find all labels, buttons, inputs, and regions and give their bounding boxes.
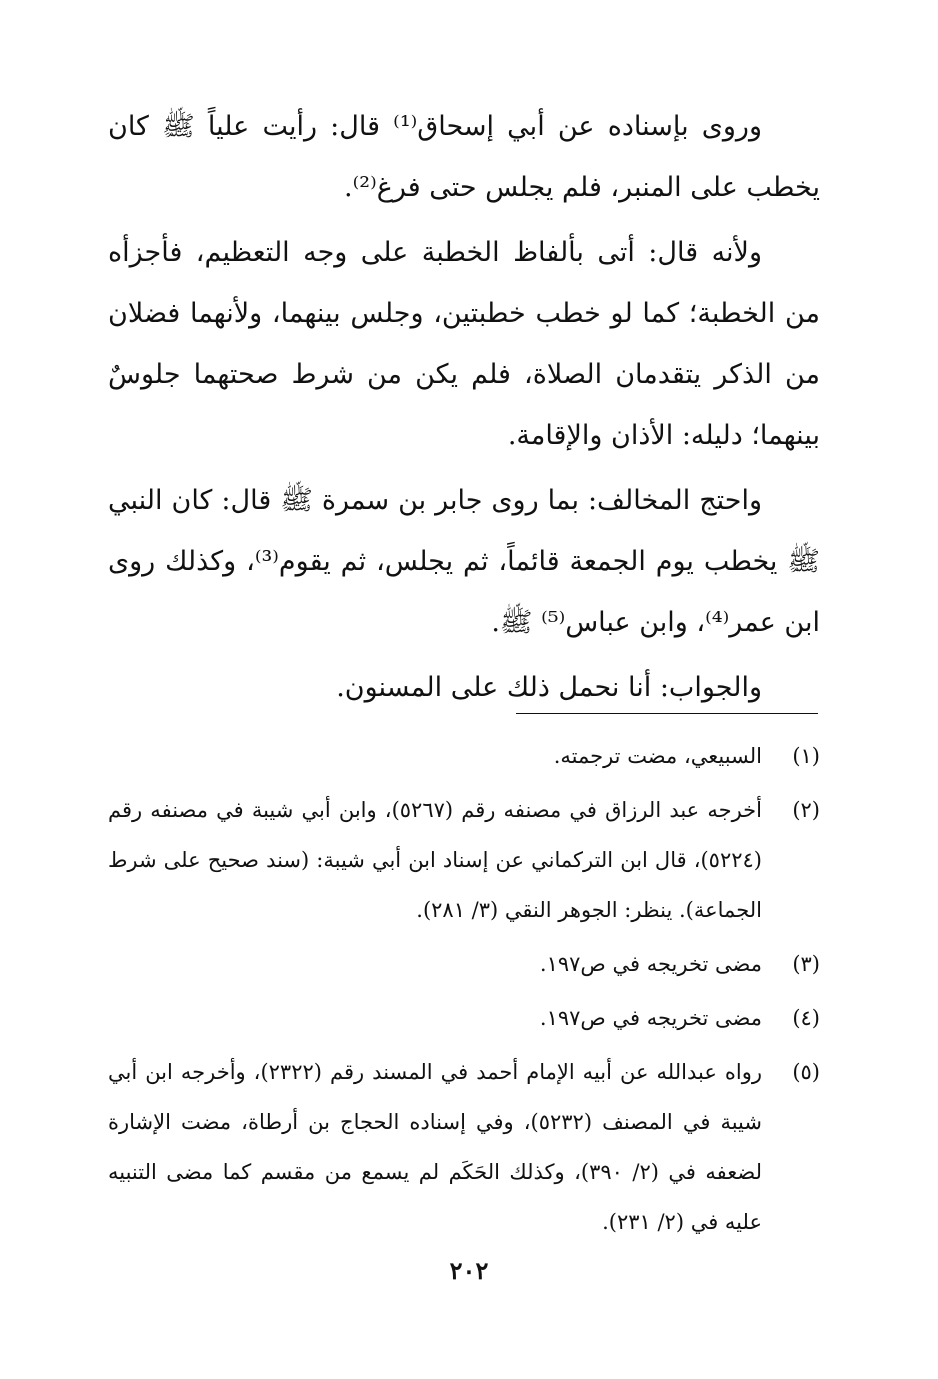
paragraph-2: ولأنه قال: أتى بألفاظ الخطبة على وجه التعظيم، فأجزأه من الخطبة؛ كما لو خطب خطبتين، وجلس بينهما، ولأنهما فضلان من الذكر يتقدمان الصلاة، فلم يكن من شرط صحتهما جلوسٌ بينهما؛ دليله: الأذان والإقامة. bbox=[108, 237, 820, 451]
footnote-number: (٤) bbox=[792, 1006, 820, 1030]
footnote-number: (١) bbox=[792, 744, 820, 768]
page-number: ٢٠٢ bbox=[449, 1256, 489, 1285]
footnote-separator bbox=[516, 713, 818, 714]
footnote-text: رواه عبدالله عن أبيه الإمام أحمد في المسند رقم (٢٣٢٢)، وأخرجه ابن أبي شيبة في المصنف (٥٢٣٢)، وفي إسناده الحجاج بن أرطاة، مضت الإشارة لضعفه في (٢/ ٣٩٠)، وكذلك الحَكَم لم يسمع من مقسم كما مضى التنبيه عليه في (٢/ ٢٣١). bbox=[108, 1060, 762, 1234]
footnote-number: (٥) bbox=[792, 1060, 820, 1084]
footnote-2 bbox=[108, 785, 820, 935]
paragraph-1: وروى بإسناده عن أبي إسحاق⁽¹⁾ قال: رأيت علياً ﷺ كان يخطب على المنبر، فلم يجلس حتى فرغ⁽²⁾. bbox=[108, 111, 820, 203]
footnote-4 bbox=[108, 993, 820, 1043]
paragraph-3: واحتج المخالف: بما روى جابر بن سمرة ﷺ قال: كان النبي ﷺ يخطب يوم الجمعة قائماً، ثم يجلس، ثم يقوم⁽³⁾، وكذلك روى ابن عمر⁽⁴⁾، وابن عباس⁽⁵⁾ ﷺ. bbox=[108, 485, 820, 638]
footnotes bbox=[108, 731, 820, 1251]
footnote-3 bbox=[108, 939, 820, 989]
paragraph-4: والجواب: أنا نحمل ذلك على المسنون. bbox=[336, 672, 762, 703]
footnote-1 bbox=[108, 731, 820, 781]
footnote-5 bbox=[108, 1047, 820, 1247]
footnote-number: (٣) bbox=[792, 952, 820, 976]
footnote-text: مضى تخريجه في ص١٩٧. bbox=[539, 952, 762, 976]
main-text bbox=[108, 96, 820, 722]
footnote-text: أخرجه عبد الرزاق في مصنفه رقم (٥٢٦٧)، وابن أبي شيبة في مصنفه رقم (٥٢٢٤)، قال ابن التركماني عن إسناد ابن أبي شيبة: (سند صحيح على شرط الجماعة). ينظر: الجوهر النقي (٣/ ٢٨١). bbox=[108, 798, 763, 922]
footnote-text: السبيعي، مضت ترجمته. bbox=[553, 744, 762, 768]
footnote-text: مضى تخريجه في ص١٩٧. bbox=[539, 1006, 762, 1030]
footnote-number: (٢) bbox=[792, 798, 820, 822]
